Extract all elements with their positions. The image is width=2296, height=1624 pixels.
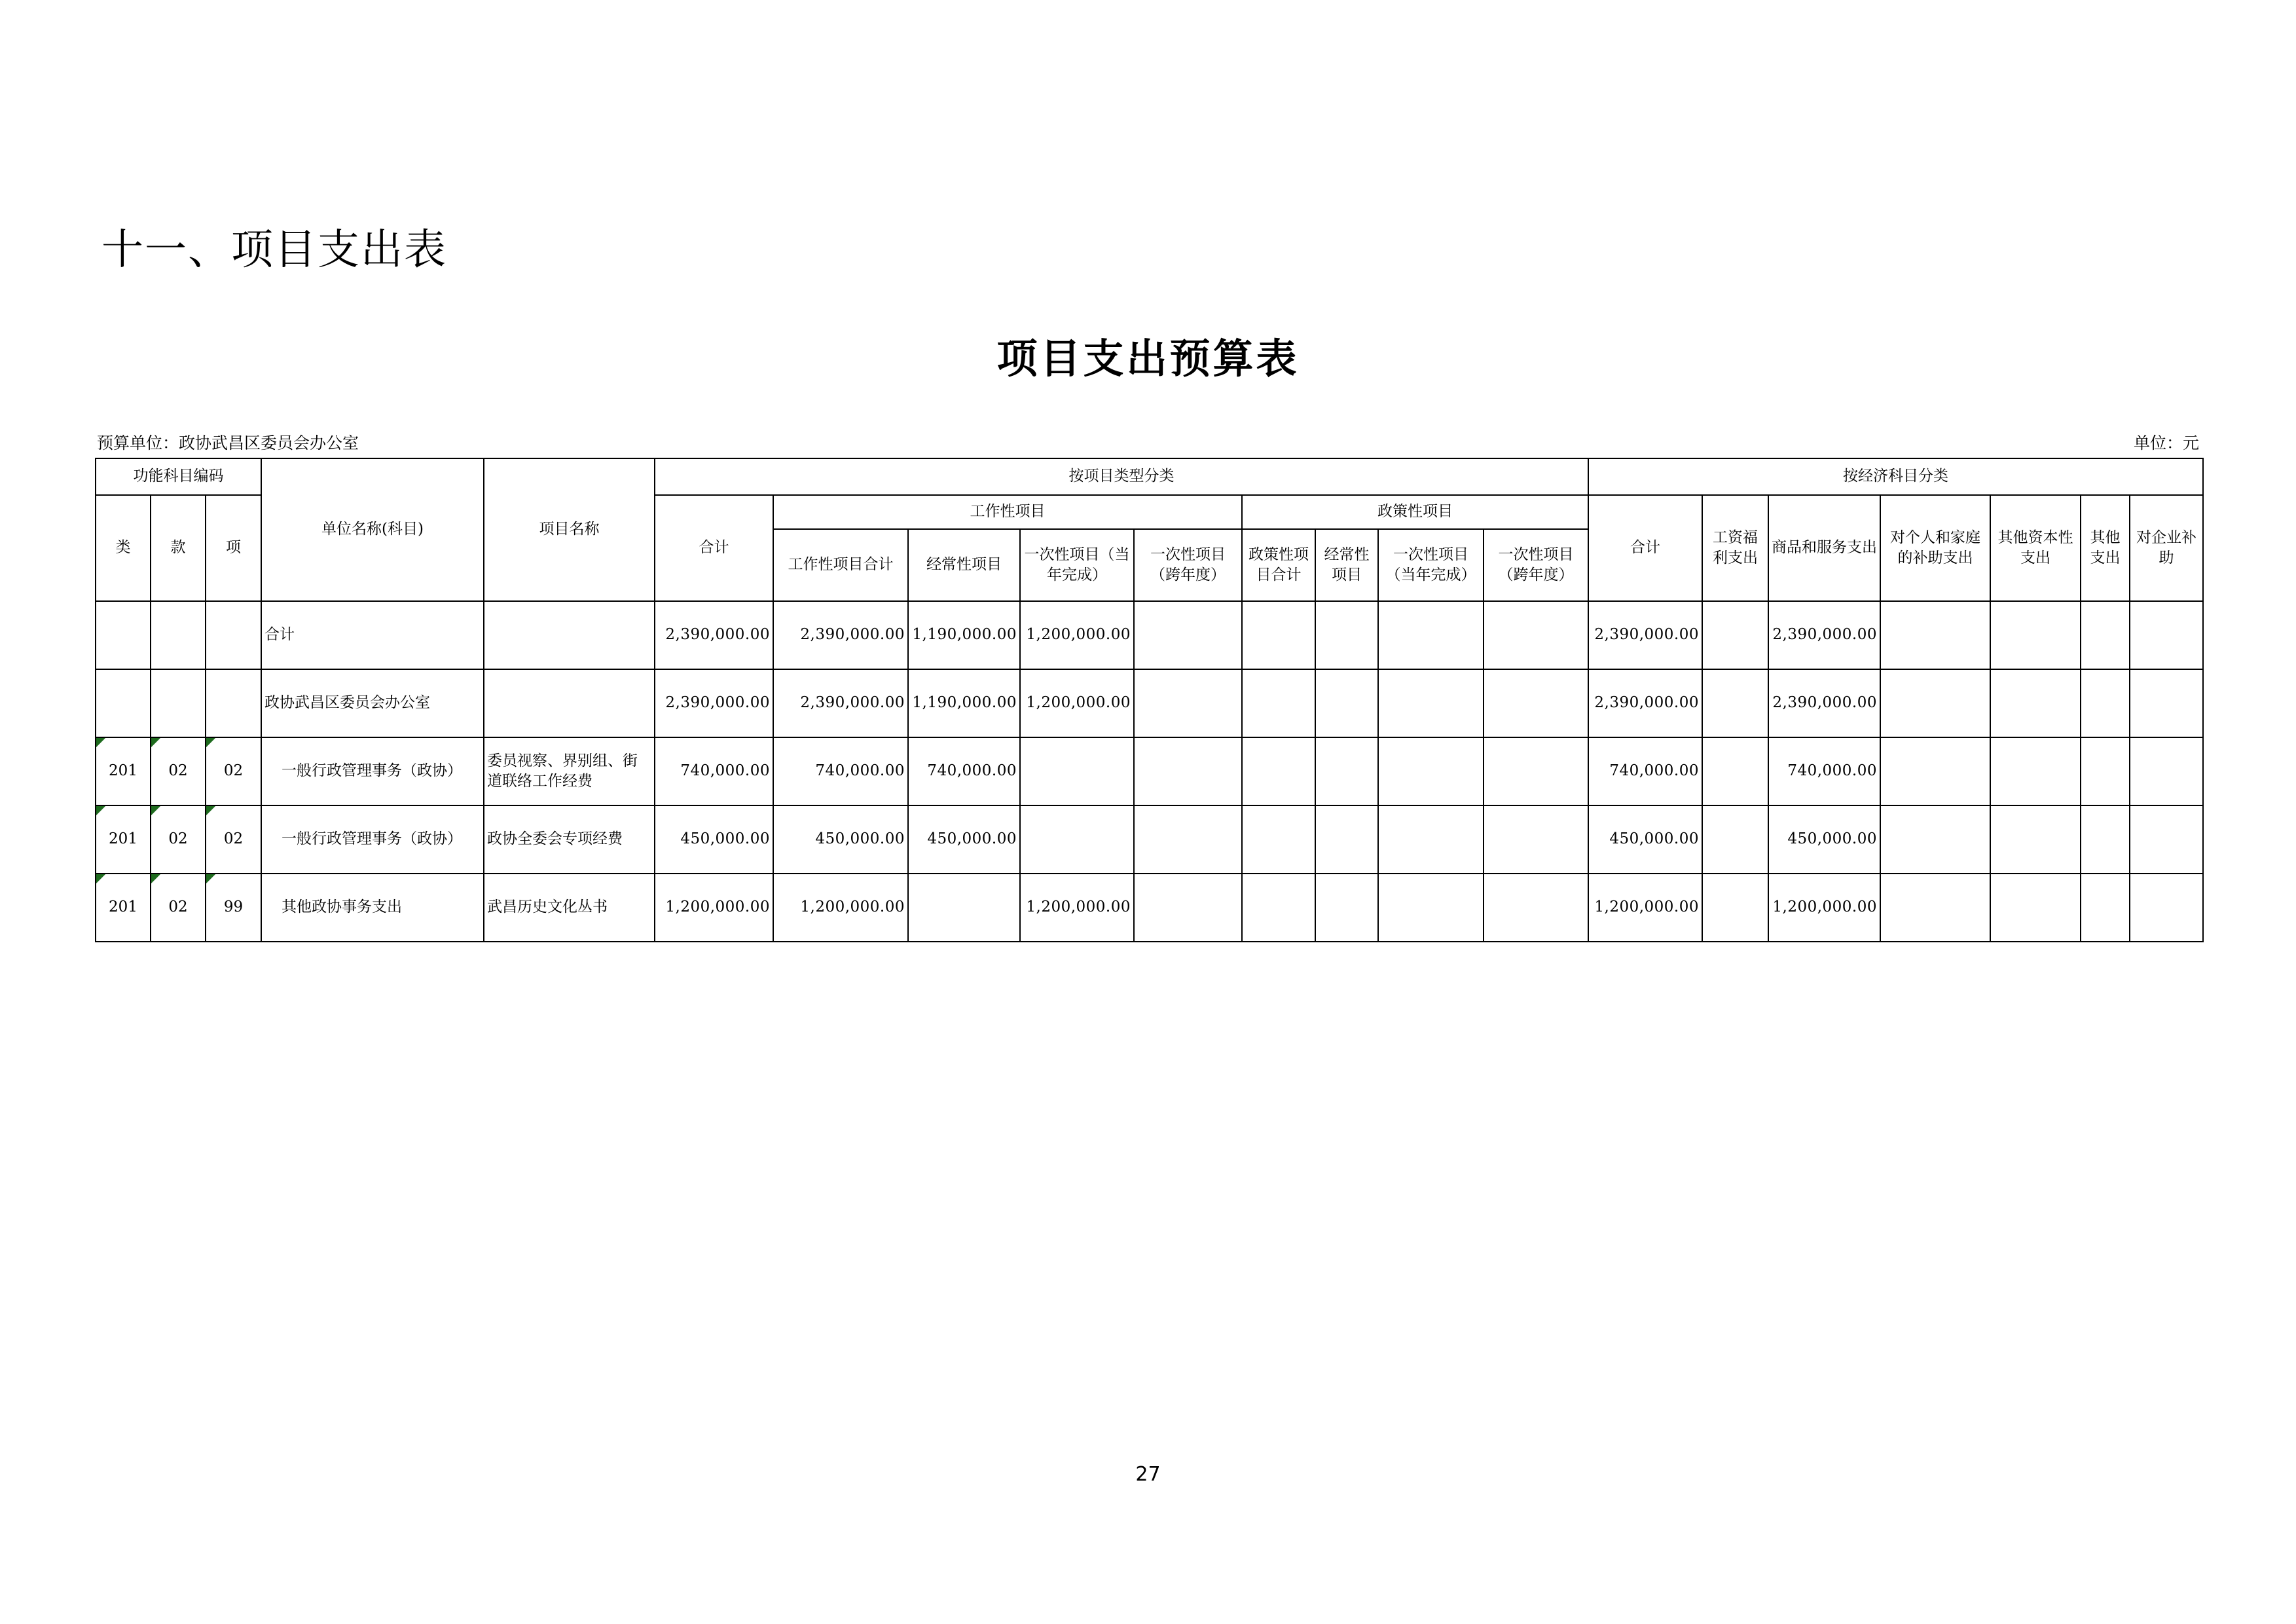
cell-personal-subsidy [1880, 805, 1990, 874]
cell-kuan [151, 601, 206, 669]
cell-onetime-multi [1134, 669, 1242, 737]
cell-goods-services: 1,200,000.00 [1768, 874, 1880, 942]
header-by-econ: 按经济科目分类 [1588, 458, 2203, 495]
cell-policy-onetime-multi [1484, 737, 1588, 805]
header-goods-services: 商品和服务支出 [1768, 495, 1880, 601]
project-expenditure-table [95, 458, 2204, 942]
cell-other-capital [1990, 601, 2081, 669]
cell-other-exp [2081, 805, 2130, 874]
cell-unit-name: 一般行政管理事务（政协） [261, 805, 484, 874]
cell-xiang: 02 [206, 805, 261, 874]
table-row [96, 601, 2203, 669]
header-project-name: 项目名称 [484, 458, 655, 601]
cell-policy-onetime-current [1378, 805, 1484, 874]
header-other-capital: 其他资本性支出 [1990, 495, 2081, 601]
header-policy-onetime-current: 一次性项目（当年完成） [1378, 529, 1484, 601]
cell-goods-services: 2,390,000.00 [1768, 601, 1880, 669]
cell-project-name: 武昌历史文化丛书 [484, 874, 655, 942]
cell-policy-onetime-current [1378, 737, 1484, 805]
header-policy-total: 政策性项目合计 [1242, 529, 1315, 601]
header-personal-subsidy: 对个人和家庭的补助支出 [1880, 495, 1990, 601]
header-regular: 经常性项目 [908, 529, 1020, 601]
header-kuan: 款 [151, 495, 206, 601]
cell-regular: 1,190,000.00 [908, 601, 1020, 669]
cell-wages [1702, 874, 1768, 942]
cell-other-exp [2081, 737, 2130, 805]
cell-policy-onetime-multi [1484, 874, 1588, 942]
cell-xiang [206, 601, 261, 669]
cell-regular: 740,000.00 [908, 737, 1020, 805]
page-number: 27 [1135, 1463, 1161, 1486]
header-lei: 类 [96, 495, 151, 601]
cell-kuan: 02 [151, 805, 206, 874]
cell-personal-subsidy [1880, 601, 1990, 669]
cell-unit-name: 合计 [261, 601, 484, 669]
cell-onetime-current [1020, 805, 1134, 874]
cell-enterprise-subsidy [2130, 874, 2203, 942]
table-row [96, 805, 2203, 874]
budget-unit-label: 预算单位：政协武昌区委员会办公室 [97, 434, 359, 452]
cell-unit-name: 一般行政管理事务（政协） [261, 737, 484, 805]
cell-regular: 1,190,000.00 [908, 669, 1020, 737]
cell-project-name [484, 601, 655, 669]
document-title: 项目支出预算表 [996, 335, 1300, 382]
header-wages: 工资福利支出 [1702, 495, 1768, 601]
cell-econ-total: 450,000.00 [1588, 805, 1702, 874]
cell-total: 1,200,000.00 [655, 874, 773, 942]
cell-kuan: 02 [151, 874, 206, 942]
cell-other-exp [2081, 601, 2130, 669]
header-onetime-current: 一次性项目（当年完成） [1020, 529, 1134, 601]
cell-policy-onetime-current [1378, 601, 1484, 669]
cell-policy-onetime-multi [1484, 669, 1588, 737]
cell-personal-subsidy [1880, 874, 1990, 942]
header-policy-projects: 政策性项目 [1242, 495, 1588, 529]
cell-onetime-current: 1,200,000.00 [1020, 601, 1134, 669]
table-row [96, 874, 2203, 942]
cell-onetime-current [1020, 737, 1134, 805]
cell-onetime-multi [1134, 737, 1242, 805]
cell-lei: 201 [96, 737, 151, 805]
cell-project-name [484, 669, 655, 737]
header-policy-onetime-multi: 一次性项目（跨年度） [1484, 529, 1588, 601]
cell-lei: 201 [96, 805, 151, 874]
cell-work-total: 2,390,000.00 [773, 669, 908, 737]
cell-policy-regular [1315, 874, 1378, 942]
cell-wages [1702, 669, 1768, 737]
cell-onetime-current: 1,200,000.00 [1020, 669, 1134, 737]
cell-work-total: 1,200,000.00 [773, 874, 908, 942]
cell-work-total: 2,390,000.00 [773, 601, 908, 669]
cell-other-capital [1990, 874, 2081, 942]
header-func-code: 功能科目编码 [96, 458, 261, 495]
cell-econ-total: 2,390,000.00 [1588, 601, 1702, 669]
header-work-total: 工作性项目合计 [773, 529, 908, 601]
header-total: 合计 [655, 495, 773, 601]
header-other-exp: 其他支出 [2081, 495, 2130, 601]
cell-regular: 450,000.00 [908, 805, 1020, 874]
cell-other-capital [1990, 805, 2081, 874]
cell-regular [908, 874, 1020, 942]
cell-policy-total [1242, 737, 1315, 805]
cell-onetime-multi [1134, 874, 1242, 942]
cell-policy-regular [1315, 669, 1378, 737]
cell-policy-total [1242, 874, 1315, 942]
cell-enterprise-subsidy [2130, 601, 2203, 669]
cell-goods-services: 2,390,000.00 [1768, 669, 1880, 737]
cell-unit-name: 其他政协事务支出 [261, 874, 484, 942]
cell-personal-subsidy [1880, 669, 1990, 737]
cell-wages [1702, 737, 1768, 805]
cell-policy-onetime-multi [1484, 805, 1588, 874]
money-unit-label: 单位：元 [2133, 434, 2199, 452]
cell-policy-total [1242, 601, 1315, 669]
cell-lei [96, 601, 151, 669]
table-row [96, 737, 2203, 805]
cell-enterprise-subsidy [2130, 805, 2203, 874]
cell-total: 2,390,000.00 [655, 601, 773, 669]
cell-xiang: 99 [206, 874, 261, 942]
cell-xiang: 02 [206, 737, 261, 805]
cell-project-name: 委员视察、界别组、街道联络工作经费 [484, 737, 655, 805]
cell-wages [1702, 805, 1768, 874]
header-enterprise-subsidy: 对企业补助 [2130, 495, 2203, 601]
cell-project-name: 政协全委会专项经费 [484, 805, 655, 874]
header-work-projects: 工作性项目 [773, 495, 1242, 529]
cell-onetime-multi [1134, 601, 1242, 669]
cell-enterprise-subsidy [2130, 737, 2203, 805]
cell-other-exp [2081, 874, 2130, 942]
cell-work-total: 740,000.00 [773, 737, 908, 805]
cell-policy-onetime-current [1378, 874, 1484, 942]
header-onetime-multi: 一次性项目（跨年度） [1134, 529, 1242, 601]
cell-econ-total: 740,000.00 [1588, 737, 1702, 805]
cell-lei [96, 669, 151, 737]
section-title: 十一、项目支出表 [101, 226, 447, 274]
header-econ-total: 合计 [1588, 495, 1702, 601]
cell-policy-total [1242, 669, 1315, 737]
cell-lei: 201 [96, 874, 151, 942]
cell-policy-regular [1315, 737, 1378, 805]
cell-econ-total: 2,390,000.00 [1588, 669, 1702, 737]
cell-other-capital [1990, 737, 2081, 805]
cell-total: 2,390,000.00 [655, 669, 773, 737]
cell-xiang [206, 669, 261, 737]
cell-policy-onetime-multi [1484, 601, 1588, 669]
cell-other-exp [2081, 669, 2130, 737]
cell-goods-services: 450,000.00 [1768, 805, 1880, 874]
cell-policy-regular [1315, 601, 1378, 669]
header-unit-name: 单位名称(科目) [261, 458, 484, 601]
cell-kuan [151, 669, 206, 737]
cell-onetime-current: 1,200,000.00 [1020, 874, 1134, 942]
table-row [96, 669, 2203, 737]
cell-policy-regular [1315, 805, 1378, 874]
cell-work-total: 450,000.00 [773, 805, 908, 874]
header-xiang: 项 [206, 495, 261, 601]
cell-wages [1702, 601, 1768, 669]
cell-personal-subsidy [1880, 737, 1990, 805]
cell-enterprise-subsidy [2130, 669, 2203, 737]
cell-kuan: 02 [151, 737, 206, 805]
header-by-project-type: 按项目类型分类 [655, 458, 1588, 495]
cell-policy-total [1242, 805, 1315, 874]
cell-goods-services: 740,000.00 [1768, 737, 1880, 805]
cell-other-capital [1990, 669, 2081, 737]
cell-total: 740,000.00 [655, 737, 773, 805]
header-policy-regular: 经常性项目 [1315, 529, 1378, 601]
cell-total: 450,000.00 [655, 805, 773, 874]
cell-econ-total: 1,200,000.00 [1588, 874, 1702, 942]
cell-onetime-multi [1134, 805, 1242, 874]
cell-policy-onetime-current [1378, 669, 1484, 737]
cell-unit-name: 政协武昌区委员会办公室 [261, 669, 484, 737]
